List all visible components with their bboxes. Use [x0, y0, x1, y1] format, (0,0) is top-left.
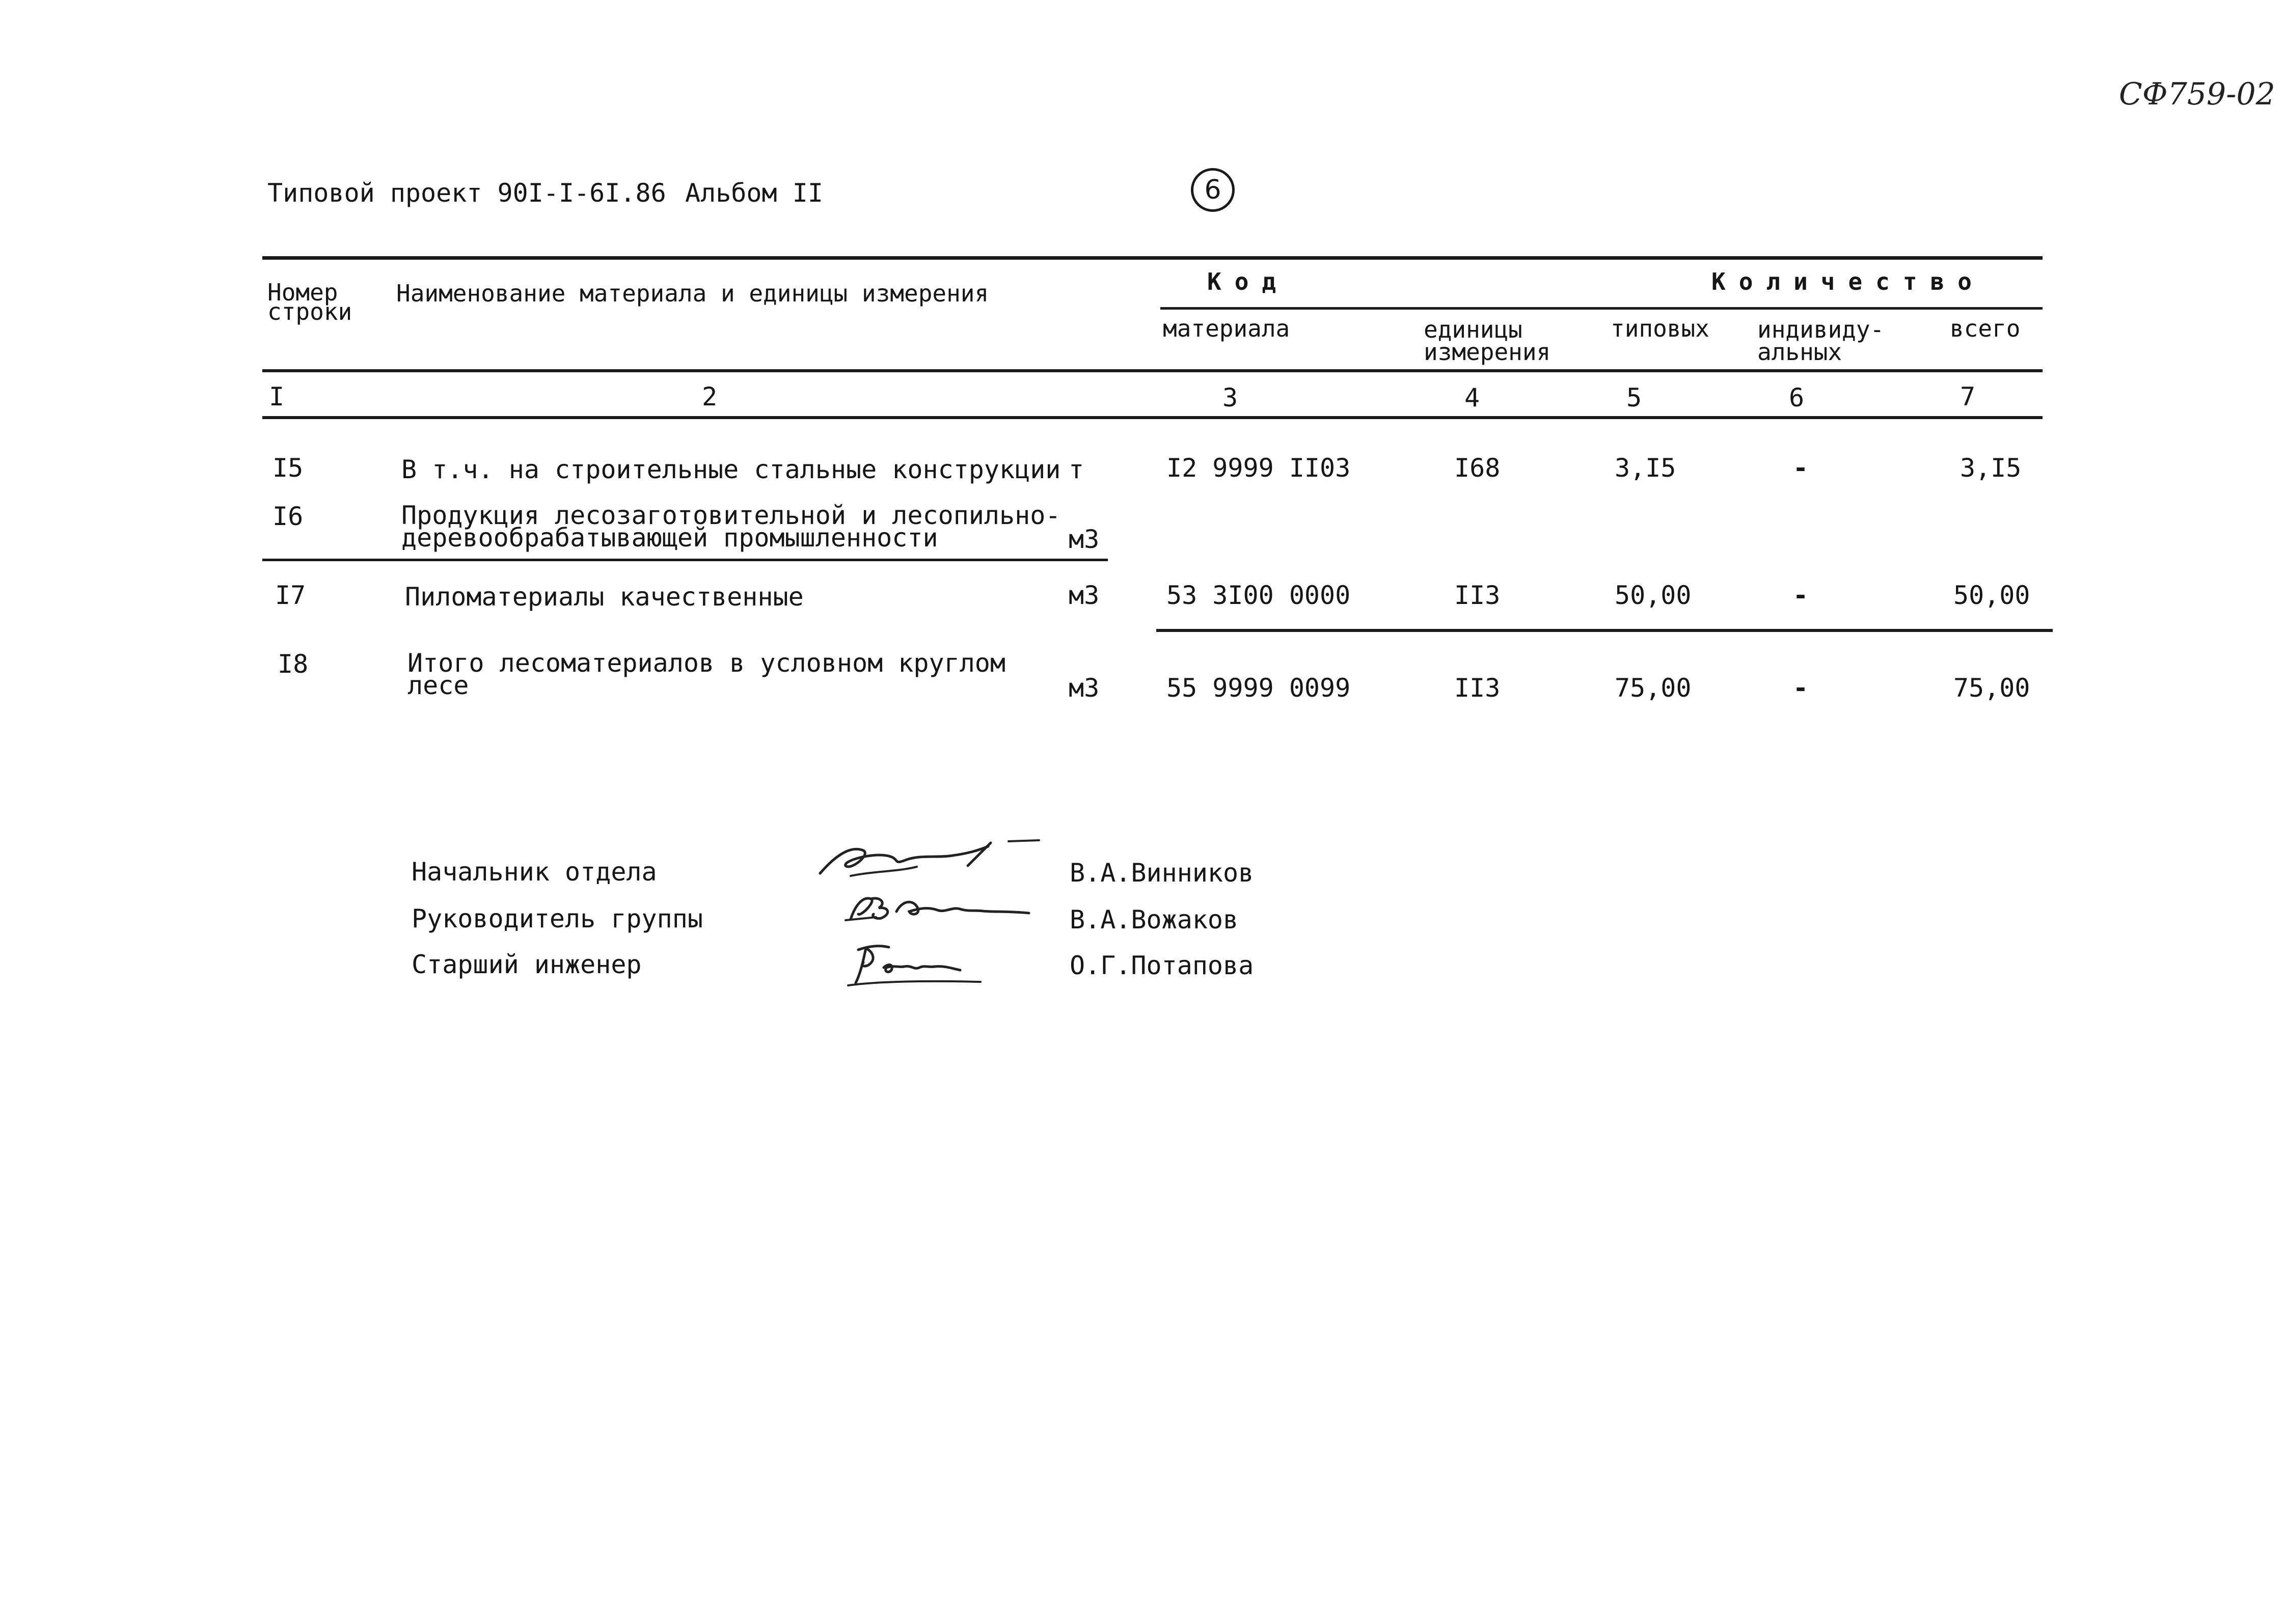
table-row-name-line1: Итого лесоматериалов в условном круглом [407, 648, 1005, 678]
table-row-name: В т.ч. на строительные стальные конструкции [401, 455, 1061, 484]
header-individual-line1: индивиду- [1757, 316, 1885, 343]
table-row-num: I6 [273, 502, 304, 531]
signature-name: О.Г.Потапова [1070, 951, 1254, 980]
header-total: всего [1950, 315, 2021, 342]
header-row-number-line2: строки [267, 298, 352, 325]
header-individual-line2: альных [1757, 338, 1842, 366]
table-row-typical: 3,I5 [1615, 453, 1676, 483]
header-row-number-line1: Номер [267, 279, 338, 306]
signature-role: Руководитель группы [412, 904, 703, 933]
table-row-name-line1: Продукция лесозаготовительной и лесопильно- [401, 501, 1061, 530]
row16-underline [262, 559, 1108, 561]
table-row-individual: - [1793, 581, 1809, 610]
col-index-6: 6 [1789, 383, 1805, 412]
page-number-badge: 6 [1191, 168, 1235, 212]
header-unit-code [1424, 316, 1551, 366]
header-row-number [267, 281, 352, 323]
table-row-name [401, 501, 1061, 553]
table-row-total: 75,00 [1953, 673, 2030, 703]
signature-name: В.А.Вожаков [1070, 905, 1239, 934]
header-material-name: Наименование материала и единицы измерения [396, 280, 989, 307]
table-row-material-code: 55 9999 0099 [1166, 673, 1351, 703]
signature-role: Старший инженер [412, 950, 642, 979]
table-row-unit-code: I68 [1454, 453, 1501, 483]
table-row-individual: - [1793, 673, 1809, 703]
document-stamp: СФ759-02 [2119, 76, 2275, 112]
album-label: Альбом II [685, 178, 823, 208]
header-unit-code-line2: измерения [1424, 338, 1551, 366]
header-typical: типовых [1611, 315, 1709, 342]
header-quantity-group: Количество [1711, 268, 1985, 295]
table-row-name: Пиломатериалы качественные [405, 582, 804, 612]
signature-name: В.А.Винников [1070, 858, 1254, 888]
table-row-name-line2: лесе [407, 671, 469, 700]
subheader-rule [1160, 307, 2043, 310]
table-row-typical: 75,00 [1615, 673, 1692, 703]
table-row-typical: 50,00 [1615, 581, 1692, 610]
table-row-individual: - [1793, 453, 1809, 483]
header-code-group: Код [1207, 268, 1290, 295]
col-index-4: 4 [1464, 383, 1480, 412]
table-row-unit: т [1069, 455, 1084, 484]
col-index-2: 2 [702, 382, 718, 411]
header-bottom-rule [262, 369, 2043, 372]
table-row-unit-code: II3 [1454, 673, 1501, 703]
row17-underline [1156, 629, 2053, 632]
handwritten-signature-2 [840, 889, 1044, 929]
col-index-3: 3 [1222, 383, 1238, 412]
table-row-name [407, 648, 1005, 700]
handwritten-signature-1 [815, 835, 1049, 881]
table-row-name-line2: деревообрабатывающей промышленности [401, 523, 938, 553]
col-index-7: 7 [1960, 382, 1976, 411]
header-unit-code-line1: единицы [1424, 316, 1522, 343]
table-row-unit: м3 [1069, 673, 1100, 703]
table-row-total: 50,00 [1953, 581, 2030, 610]
table-row-unit-code: II3 [1454, 581, 1501, 610]
signature-role: Начальник отдела [412, 857, 657, 887]
col-index-1: I [269, 382, 285, 411]
handwritten-signature-3 [843, 937, 996, 993]
table-top-rule [262, 256, 2043, 260]
table-row-total: 3,I5 [1960, 453, 2022, 483]
col-index-5: 5 [1626, 383, 1642, 412]
table-row-num: I7 [275, 581, 306, 610]
table-row-num: I8 [278, 649, 309, 679]
table-row-num: I5 [273, 453, 304, 483]
header-material-code: материала [1163, 315, 1290, 342]
table-row-unit: м3 [1069, 525, 1100, 554]
table-row-material-code: 53 3I00 0000 [1166, 581, 1351, 610]
table-row-material-code: I2 9999 II03 [1166, 453, 1351, 483]
project-title: Типовой проект 90I-I-6I.86 [267, 178, 666, 208]
header-individual [1757, 316, 1885, 366]
table-row-unit: м3 [1069, 581, 1100, 610]
index-row-rule [262, 416, 2043, 419]
